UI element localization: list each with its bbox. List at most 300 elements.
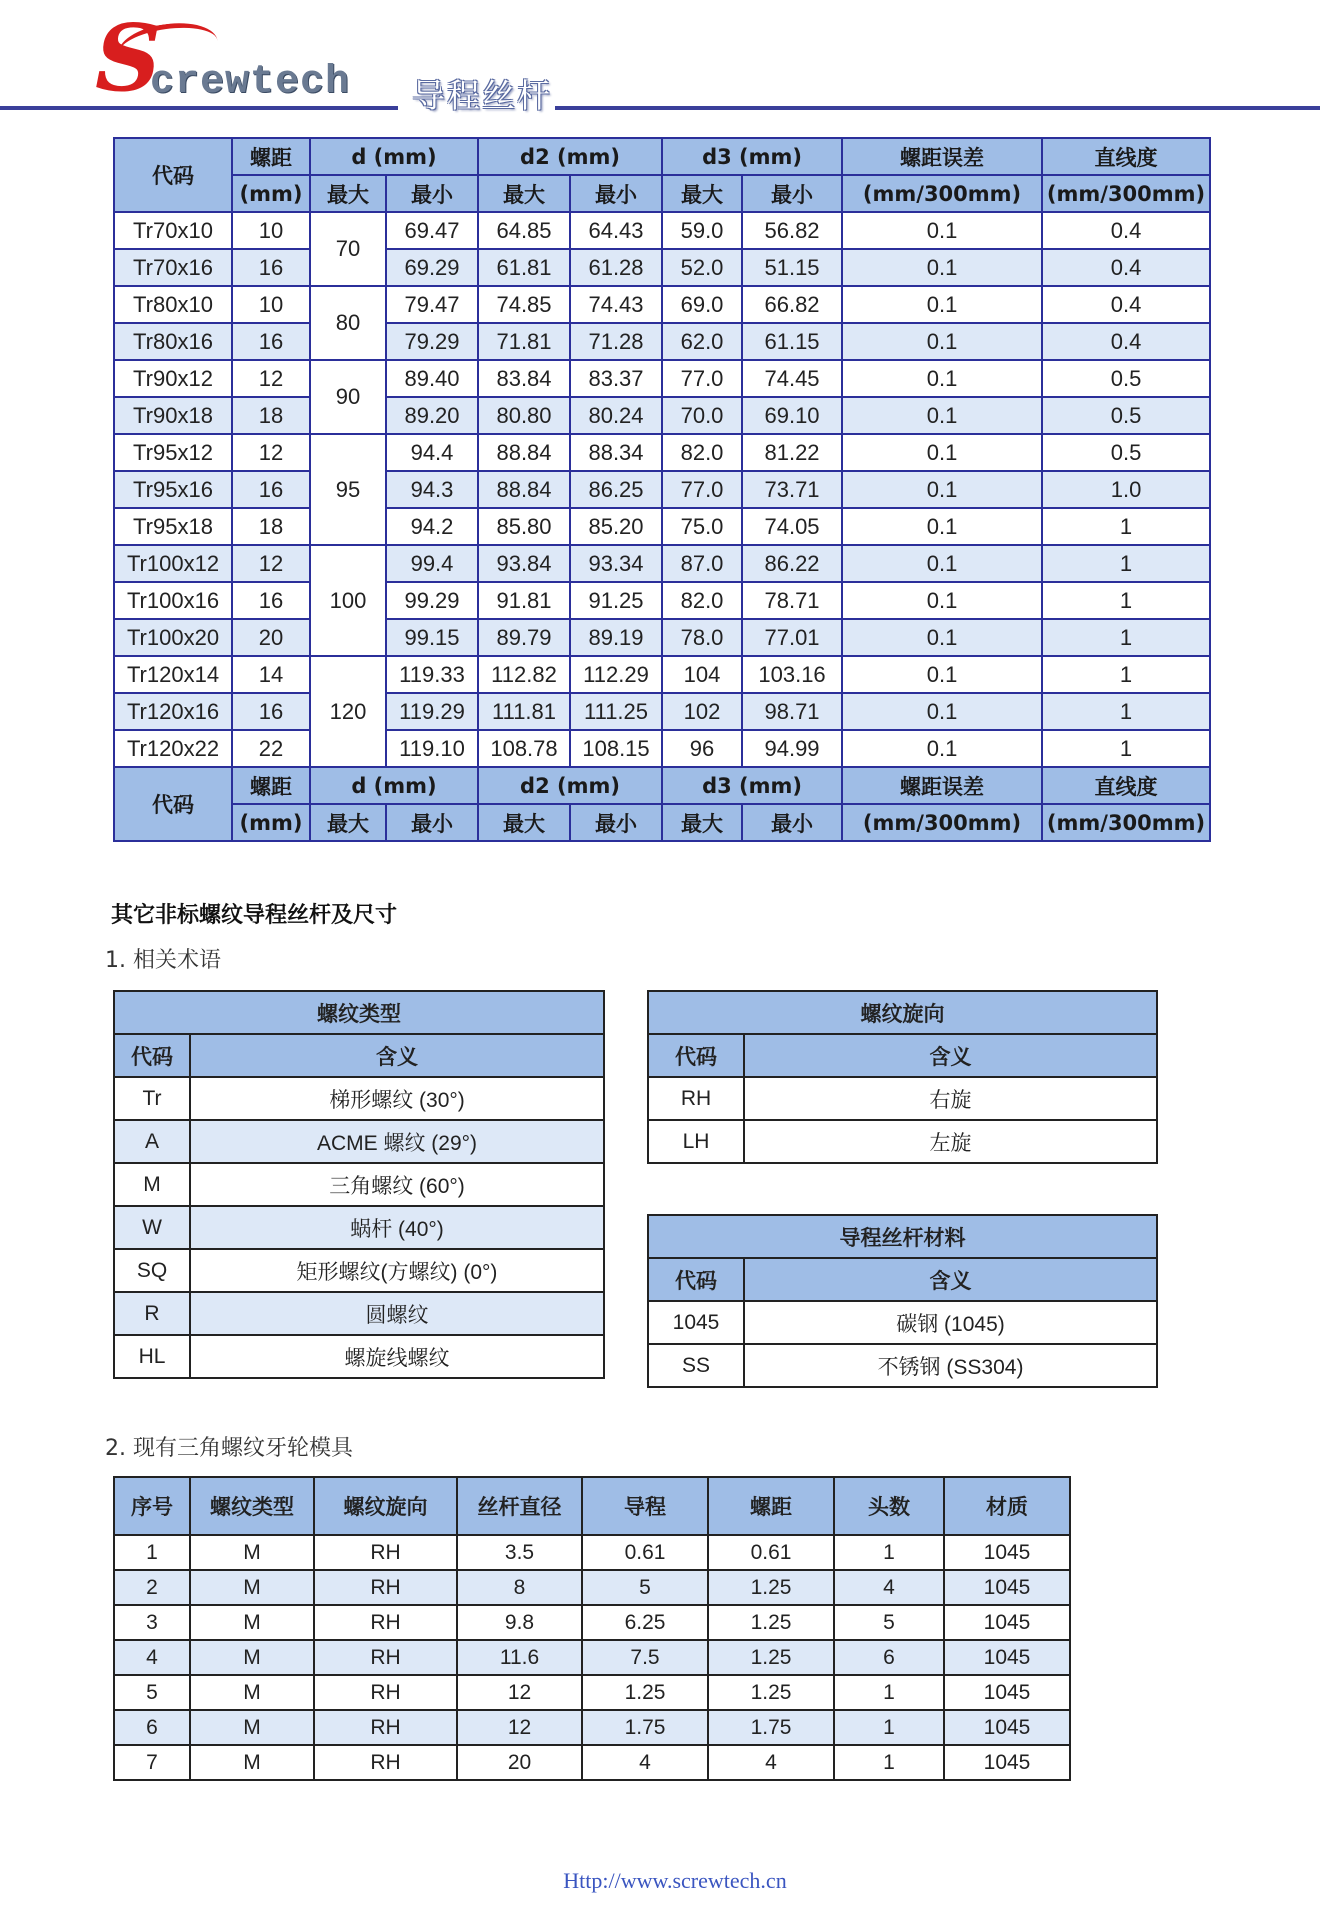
cell-d3-min: 56.82 — [742, 212, 842, 249]
cell-thread-type: M — [190, 1605, 314, 1640]
cell-d-min: 69.47 — [386, 212, 478, 249]
cell-d-min: 79.29 — [386, 323, 478, 360]
cell-pitch: 10 — [232, 212, 310, 249]
cell-code: Tr120x22 — [114, 730, 232, 767]
cell-d3-max: 78.0 — [662, 619, 742, 656]
molds-col-header: 螺纹类型 — [190, 1477, 314, 1535]
cell-pitch: 14 — [232, 656, 310, 693]
cell-straightness: 1 — [1042, 545, 1210, 582]
cell-pitch: 16 — [232, 471, 310, 508]
cell-code: Tr90x12 — [114, 360, 232, 397]
cell-d-min: 94.2 — [386, 508, 478, 545]
cell-d3-max: 52.0 — [662, 249, 742, 286]
cell-lead: 6.25 — [582, 1605, 708, 1640]
cell-code: Tr — [114, 1077, 190, 1120]
cell-d-max: 90 — [310, 360, 386, 434]
cell-starts: 6 — [834, 1640, 944, 1675]
thread-direction-code-header: 代码 — [648, 1034, 744, 1077]
cell-d2-max: 89.79 — [478, 619, 570, 656]
cell-straightness: 0.5 — [1042, 434, 1210, 471]
table-row — [114, 1249, 604, 1292]
cell-d2-min: 83.37 — [570, 360, 662, 397]
cell-d-max: 95 — [310, 434, 386, 545]
table-row — [114, 434, 1210, 471]
cell-meaning: 矩形螺纹(方螺纹) (0°) — [190, 1249, 604, 1292]
cell-d3-min: 81.22 — [742, 434, 842, 471]
cell-code: HL — [114, 1335, 190, 1378]
table-row — [114, 212, 1210, 249]
table-row — [114, 1640, 1070, 1675]
cell-straightness: 0.4 — [1042, 286, 1210, 323]
foot-pitch-error-header: 螺距误差 — [842, 767, 1042, 804]
cell-code: M — [114, 1163, 190, 1206]
cell-diameter: 11.6 — [457, 1640, 582, 1675]
table-row — [114, 1745, 1070, 1780]
cell-d-min: 99.4 — [386, 545, 478, 582]
molds-col-header: 序号 — [114, 1477, 190, 1535]
table-row — [114, 471, 1210, 508]
cell-direction: RH — [314, 1605, 457, 1640]
cell-straightness: 1 — [1042, 508, 1210, 545]
cell-index: 7 — [114, 1745, 190, 1780]
cell-pitch-error: 0.1 — [842, 212, 1042, 249]
thread-types-meaning-header: 含义 — [190, 1034, 604, 1077]
cell-thread-type: M — [190, 1535, 314, 1570]
cell-d3-max: 70.0 — [662, 397, 742, 434]
cell-code: Tr70x16 — [114, 249, 232, 286]
cell-pitch: 18 — [232, 397, 310, 434]
table-row — [648, 1120, 1157, 1163]
cell-d-min: 99.15 — [386, 619, 478, 656]
cell-pitch-error: 0.1 — [842, 249, 1042, 286]
cell-d2-min: 112.29 — [570, 656, 662, 693]
cell-d-min: 119.29 — [386, 693, 478, 730]
cell-d2-min: 86.25 — [570, 471, 662, 508]
cell-pitch: 1.25 — [708, 1570, 834, 1605]
thread-direction-meaning-header: 含义 — [744, 1034, 1157, 1077]
cell-code: Tr95x12 — [114, 434, 232, 471]
cell-d2-max: 74.85 — [478, 286, 570, 323]
cell-diameter: 9.8 — [457, 1605, 582, 1640]
cell-pitch: 1.25 — [708, 1675, 834, 1710]
col-d-header: d (mm) — [310, 138, 478, 175]
cell-d3-max: 75.0 — [662, 508, 742, 545]
cell-d-max: 100 — [310, 545, 386, 656]
table-row — [114, 1163, 604, 1206]
cell-d3-max: 82.0 — [662, 434, 742, 471]
cell-code: Tr90x18 — [114, 397, 232, 434]
cell-diameter: 12 — [457, 1675, 582, 1710]
cell-d3-max: 87.0 — [662, 545, 742, 582]
cell-code: Tr100x16 — [114, 582, 232, 619]
table-row — [114, 656, 1210, 693]
cell-pitch-error: 0.1 — [842, 434, 1042, 471]
cell-straightness: 1 — [1042, 619, 1210, 656]
cell-code: W — [114, 1206, 190, 1249]
cell-d-max: 80 — [310, 286, 386, 360]
cell-straightness: 1 — [1042, 730, 1210, 767]
cell-straightness: 1.0 — [1042, 471, 1210, 508]
cell-diameter: 8 — [457, 1570, 582, 1605]
cell-pitch: 1.75 — [708, 1710, 834, 1745]
cell-d-min: 119.10 — [386, 730, 478, 767]
col-d3-min: 最小 — [742, 175, 842, 212]
cell-d2-max: 83.84 — [478, 360, 570, 397]
thread-types-caption: 螺纹类型 — [114, 991, 604, 1034]
table-row — [114, 397, 1210, 434]
cell-d-min: 94.4 — [386, 434, 478, 471]
cell-pitch-error: 0.1 — [842, 656, 1042, 693]
cell-code: RH — [648, 1077, 744, 1120]
cell-d2-min: 89.19 — [570, 619, 662, 656]
foot-d2-max: 最大 — [478, 804, 570, 841]
cell-d3-min: 78.71 — [742, 582, 842, 619]
cell-pitch: 0.61 — [708, 1535, 834, 1570]
cell-direction: RH — [314, 1535, 457, 1570]
table-row — [648, 1301, 1157, 1344]
cell-d2-min: 71.28 — [570, 323, 662, 360]
cell-d2-max: 108.78 — [478, 730, 570, 767]
header-rule-left — [0, 106, 398, 110]
page-header — [0, 0, 1320, 120]
cell-meaning: ACME 螺纹 (29°) — [190, 1120, 604, 1163]
cell-d2-max: 71.81 — [478, 323, 570, 360]
cell-pitch: 16 — [232, 582, 310, 619]
cell-diameter: 3.5 — [457, 1535, 582, 1570]
cell-pitch: 22 — [232, 730, 310, 767]
cell-d2-min: 85.20 — [570, 508, 662, 545]
molds-col-header: 头数 — [834, 1477, 944, 1535]
cell-pitch-error: 0.1 — [842, 693, 1042, 730]
foot-d3-max: 最大 — [662, 804, 742, 841]
cell-code: SQ — [114, 1249, 190, 1292]
cell-pitch: 4 — [708, 1745, 834, 1780]
cell-d3-min: 74.45 — [742, 360, 842, 397]
cell-d2-max: 85.80 — [478, 508, 570, 545]
table-row — [114, 1120, 604, 1163]
cell-pitch: 12 — [232, 545, 310, 582]
cell-pitch: 12 — [232, 434, 310, 471]
foot-d-max: 最大 — [310, 804, 386, 841]
molds-col-header: 丝杆直径 — [457, 1477, 582, 1535]
cell-d3-max: 104 — [662, 656, 742, 693]
cell-d2-min: 91.25 — [570, 582, 662, 619]
cell-thread-type: M — [190, 1675, 314, 1710]
foot-d-min: 最小 — [386, 804, 478, 841]
table-row — [114, 1335, 604, 1378]
cell-straightness: 0.4 — [1042, 249, 1210, 286]
cell-diameter: 12 — [457, 1710, 582, 1745]
foot-pitch-unit: (mm) — [232, 804, 310, 841]
cell-pitch-error: 0.1 — [842, 323, 1042, 360]
section-title: 其它非标螺纹导程丝杆及尺寸 — [111, 903, 398, 928]
cell-code: Tr100x12 — [114, 545, 232, 582]
cell-pitch-error: 0.1 — [842, 619, 1042, 656]
cell-code: Tr80x16 — [114, 323, 232, 360]
cell-d-min: 89.20 — [386, 397, 478, 434]
molds-table — [113, 1476, 1071, 1781]
foot-code-header: 代码 — [114, 767, 232, 841]
materials-table — [647, 1214, 1158, 1388]
cell-pitch-error: 0.1 — [842, 471, 1042, 508]
cell-meaning: 左旋 — [744, 1120, 1157, 1163]
col-d2-max: 最大 — [478, 175, 570, 212]
thread-types-code-header: 代码 — [114, 1034, 190, 1077]
cell-starts: 1 — [834, 1710, 944, 1745]
subsection-terms: 1. 相关术语 — [105, 948, 221, 973]
cell-straightness: 0.5 — [1042, 397, 1210, 434]
cell-diameter: 20 — [457, 1745, 582, 1780]
cell-d3-max: 82.0 — [662, 582, 742, 619]
cell-pitch-error: 0.1 — [842, 582, 1042, 619]
cell-d3-min: 73.71 — [742, 471, 842, 508]
cell-d3-min: 86.22 — [742, 545, 842, 582]
cell-d2-min: 93.34 — [570, 545, 662, 582]
cell-code: Tr70x10 — [114, 212, 232, 249]
table-row — [114, 1535, 1070, 1570]
cell-starts: 1 — [834, 1675, 944, 1710]
col-d3-max: 最大 — [662, 175, 742, 212]
cell-pitch: 18 — [232, 508, 310, 545]
molds-col-header: 螺纹旋向 — [314, 1477, 457, 1535]
cell-d3-min: 94.99 — [742, 730, 842, 767]
cell-d3-max: 62.0 — [662, 323, 742, 360]
cell-meaning: 三角螺纹 (60°) — [190, 1163, 604, 1206]
table-row — [114, 286, 1210, 323]
cell-d2-min: 108.15 — [570, 730, 662, 767]
foot-straightness-unit: (mm/300mm) — [1042, 804, 1210, 841]
col-d3-header: d3 (mm) — [662, 138, 842, 175]
cell-pitch: 1.25 — [708, 1640, 834, 1675]
cell-pitch: 16 — [232, 249, 310, 286]
cell-d3-max: 69.0 — [662, 286, 742, 323]
cell-index: 3 — [114, 1605, 190, 1640]
col-d2-min: 最小 — [570, 175, 662, 212]
thread-types-table — [113, 990, 605, 1379]
cell-d3-min: 103.16 — [742, 656, 842, 693]
cell-pitch-error: 0.1 — [842, 397, 1042, 434]
cell-d2-min: 80.24 — [570, 397, 662, 434]
cell-code: SS — [648, 1344, 744, 1387]
header-title: 导程丝杆 — [412, 76, 552, 115]
header-rule-right — [555, 106, 1320, 110]
cell-straightness: 1 — [1042, 582, 1210, 619]
materials-caption: 导程丝杆材料 — [648, 1215, 1157, 1258]
col-d2-header: d2 (mm) — [478, 138, 662, 175]
foot-d2-min: 最小 — [570, 804, 662, 841]
cell-meaning: 不锈钢 (SS304) — [744, 1344, 1157, 1387]
cell-starts: 4 — [834, 1570, 944, 1605]
cell-d-min: 94.3 — [386, 471, 478, 508]
table-row — [114, 619, 1210, 656]
cell-d2-max: 111.81 — [478, 693, 570, 730]
foot-straightness-header: 直线度 — [1042, 767, 1210, 804]
col-pitch-error-unit: (mm/300mm) — [842, 175, 1042, 212]
cell-straightness: 0.5 — [1042, 360, 1210, 397]
cell-starts: 1 — [834, 1535, 944, 1570]
cell-code: 1045 — [648, 1301, 744, 1344]
cell-index: 1 — [114, 1535, 190, 1570]
cell-lead: 0.61 — [582, 1535, 708, 1570]
materials-meaning-header: 含义 — [744, 1258, 1157, 1301]
col-straightness-header: 直线度 — [1042, 138, 1210, 175]
molds-col-header: 导程 — [582, 1477, 708, 1535]
cell-d2-max: 91.81 — [478, 582, 570, 619]
cell-direction: RH — [314, 1745, 457, 1780]
cell-lead: 1.75 — [582, 1710, 708, 1745]
cell-code: Tr80x10 — [114, 286, 232, 323]
cell-pitch: 16 — [232, 693, 310, 730]
cell-pitch: 20 — [232, 619, 310, 656]
cell-material: 1045 — [944, 1535, 1070, 1570]
table-row — [114, 323, 1210, 360]
cell-d2-max: 112.82 — [478, 656, 570, 693]
cell-code: LH — [648, 1120, 744, 1163]
cell-meaning: 右旋 — [744, 1077, 1157, 1120]
table-row — [114, 508, 1210, 545]
table-row — [114, 545, 1210, 582]
cell-pitch-error: 0.1 — [842, 360, 1042, 397]
trapezoidal-dimensions-table — [113, 137, 1211, 842]
cell-pitch-error: 0.1 — [842, 508, 1042, 545]
cell-meaning: 梯形螺纹 (30°) — [190, 1077, 604, 1120]
table-row — [114, 1570, 1070, 1605]
cell-d3-min: 77.01 — [742, 619, 842, 656]
cell-meaning: 圆螺纹 — [190, 1292, 604, 1335]
cell-d-min: 99.29 — [386, 582, 478, 619]
cell-d3-min: 74.05 — [742, 508, 842, 545]
cell-d2-min: 88.34 — [570, 434, 662, 471]
cell-d3-min: 51.15 — [742, 249, 842, 286]
cell-code: R — [114, 1292, 190, 1335]
cell-direction: RH — [314, 1675, 457, 1710]
thread-direction-caption: 螺纹旋向 — [648, 991, 1157, 1034]
cell-starts: 1 — [834, 1745, 944, 1780]
cell-lead: 5 — [582, 1570, 708, 1605]
table-row — [114, 360, 1210, 397]
cell-d2-max: 88.84 — [478, 471, 570, 508]
cell-lead: 1.25 — [582, 1675, 708, 1710]
cell-d3-min: 98.71 — [742, 693, 842, 730]
cell-pitch: 12 — [232, 360, 310, 397]
cell-d2-min: 61.28 — [570, 249, 662, 286]
logo-text: crewtech — [150, 60, 351, 105]
cell-d3-max: 77.0 — [662, 471, 742, 508]
cell-thread-type: M — [190, 1745, 314, 1780]
cell-code: Tr100x20 — [114, 619, 232, 656]
cell-meaning: 碳钢 (1045) — [744, 1301, 1157, 1344]
cell-direction: RH — [314, 1640, 457, 1675]
cell-d-max: 70 — [310, 212, 386, 286]
col-d-max: 最大 — [310, 175, 386, 212]
cell-straightness: 0.4 — [1042, 212, 1210, 249]
cell-d2-max: 61.81 — [478, 249, 570, 286]
foot-pitch-header: 螺距 — [232, 767, 310, 804]
cell-d2-min: 111.25 — [570, 693, 662, 730]
cell-code: Tr120x14 — [114, 656, 232, 693]
cell-d2-min: 74.43 — [570, 286, 662, 323]
cell-d-min: 79.47 — [386, 286, 478, 323]
cell-pitch: 10 — [232, 286, 310, 323]
cell-material: 1045 — [944, 1675, 1070, 1710]
foot-d2-header: d2 (mm) — [478, 767, 662, 804]
col-pitch-header: 螺距 — [232, 138, 310, 175]
table-row — [114, 1710, 1070, 1745]
cell-direction: RH — [314, 1710, 457, 1745]
col-pitch-error-header: 螺距误差 — [842, 138, 1042, 175]
cell-code: Tr120x16 — [114, 693, 232, 730]
page-footer — [0, 1868, 1320, 1894]
col-d-min: 最小 — [386, 175, 478, 212]
footer-url-link[interactable]: Http://www.screwtech.cn — [563, 1868, 787, 1893]
subsection-molds: 2. 现有三角螺纹牙轮模具 — [105, 1436, 353, 1461]
cell-pitch: 1.25 — [708, 1605, 834, 1640]
logo-initial: S — [95, 4, 162, 112]
table-row — [648, 1077, 1157, 1120]
table-row — [114, 1675, 1070, 1710]
cell-d3-max: 102 — [662, 693, 742, 730]
cell-pitch-error: 0.1 — [842, 286, 1042, 323]
thread-direction-table — [647, 990, 1158, 1164]
col-code-header: 代码 — [114, 138, 232, 212]
table-row — [114, 1206, 604, 1249]
col-straightness-unit: (mm/300mm) — [1042, 175, 1210, 212]
cell-meaning: 蜗杆 (40°) — [190, 1206, 604, 1249]
cell-index: 4 — [114, 1640, 190, 1675]
foot-pitch-error-unit: (mm/300mm) — [842, 804, 1042, 841]
col-pitch-unit: (mm) — [232, 175, 310, 212]
cell-thread-type: M — [190, 1570, 314, 1605]
cell-material: 1045 — [944, 1640, 1070, 1675]
foot-d3-min: 最小 — [742, 804, 842, 841]
cell-lead: 7.5 — [582, 1640, 708, 1675]
cell-d-min: 119.33 — [386, 656, 478, 693]
cell-index: 5 — [114, 1675, 190, 1710]
cell-d3-max: 77.0 — [662, 360, 742, 397]
cell-d2-max: 88.84 — [478, 434, 570, 471]
cell-material: 1045 — [944, 1605, 1070, 1640]
cell-material: 1045 — [944, 1710, 1070, 1745]
cell-d2-max: 80.80 — [478, 397, 570, 434]
table-row — [114, 582, 1210, 619]
cell-straightness: 1 — [1042, 693, 1210, 730]
cell-index: 6 — [114, 1710, 190, 1745]
materials-code-header: 代码 — [648, 1258, 744, 1301]
cell-pitch-error: 0.1 — [842, 730, 1042, 767]
cell-starts: 5 — [834, 1605, 944, 1640]
cell-d3-max: 96 — [662, 730, 742, 767]
cell-d2-max: 64.85 — [478, 212, 570, 249]
cell-d-min: 69.29 — [386, 249, 478, 286]
cell-d-max: 120 — [310, 656, 386, 767]
cell-direction: RH — [314, 1570, 457, 1605]
cell-code: Tr95x16 — [114, 471, 232, 508]
table-row — [114, 1605, 1070, 1640]
cell-thread-type: M — [190, 1710, 314, 1745]
cell-meaning: 螺旋线螺纹 — [190, 1335, 604, 1378]
cell-straightness: 1 — [1042, 656, 1210, 693]
cell-straightness: 0.4 — [1042, 323, 1210, 360]
cell-lead: 4 — [582, 1745, 708, 1780]
cell-d2-max: 93.84 — [478, 545, 570, 582]
cell-d3-min: 69.10 — [742, 397, 842, 434]
cell-d3-min: 66.82 — [742, 286, 842, 323]
cell-material: 1045 — [944, 1570, 1070, 1605]
table-row — [114, 249, 1210, 286]
cell-pitch: 16 — [232, 323, 310, 360]
cell-code: A — [114, 1120, 190, 1163]
foot-d-header: d (mm) — [310, 767, 478, 804]
